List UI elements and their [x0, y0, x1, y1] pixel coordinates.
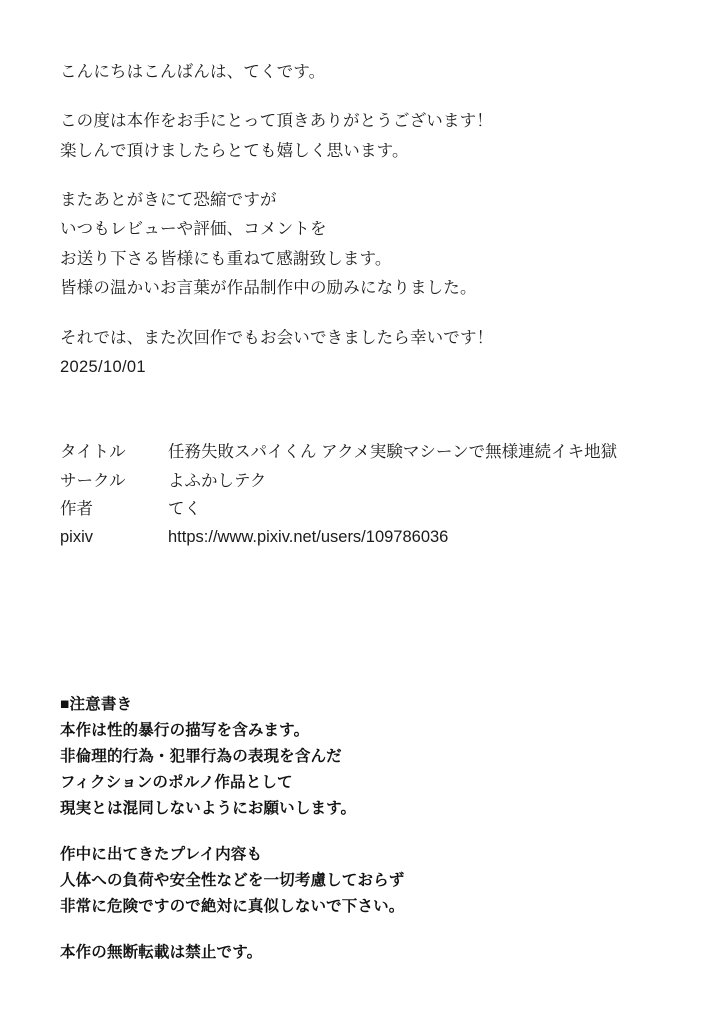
notice-line: 本作の無断転載は禁止です。 [60, 944, 263, 962]
afterword-line: またあとがきにて恐縮ですが [60, 191, 277, 210]
notice-block-reproduction [60, 940, 404, 966]
credit-label: サークル [60, 471, 126, 490]
credit-value: 任務失敗スパイくん アクメ実験マシーンで無様連続イキ地獄 [168, 443, 618, 462]
notice-line: 非常に危険ですので絶対に真似しないで下さい。 [60, 898, 405, 916]
notice-line: フィクションのポルノ作品として [60, 774, 293, 792]
notice-block-fiction [60, 692, 404, 822]
notice-line: 非倫理的行為・犯罪行為の表現を含んだ [60, 748, 342, 766]
credit-row-author [60, 495, 660, 523]
notice-line: 本作は性的暴行の描写を含みます。 [60, 722, 310, 740]
afterword-line: 皆様の温かいお言葉が作品制作中の励みになりました。 [60, 279, 477, 298]
afterword-line: こんにちはこんばんは、てくです。 [60, 63, 326, 81]
credit-row-circle [60, 467, 660, 495]
notice-block-safety [60, 842, 404, 920]
afterword-paragraph-closing [60, 324, 660, 383]
pixiv-url[interactable]: https://www.pixiv.net/users/109786036 [168, 528, 449, 547]
afterword-line: この度は本作をお手にとって頂きありがとうございます！ [60, 112, 493, 131]
afterword-paragraph-reviews [60, 186, 660, 303]
credits-spacer [60, 382, 660, 438]
credits-block [60, 438, 660, 552]
credit-row-title [60, 438, 660, 466]
notice-line: 現実とは混同しないようにお願いします。 [60, 800, 357, 818]
afterword-line: お送り下さる皆様にも重ねて感謝致します。 [60, 249, 392, 268]
notice-heading: ■注意書き [60, 696, 133, 713]
credit-value: てく [168, 499, 201, 518]
notice-line: 人体への負荷や安全性などを一切考慮しておらず [60, 872, 405, 890]
afterword-line: それでは、また次回作でもお会いできましたら幸いです！ [60, 328, 494, 347]
credit-value: よふかしテク [168, 471, 267, 490]
notice-section [60, 692, 404, 966]
afterword-text [60, 58, 660, 382]
credit-label: タイトル [60, 443, 126, 462]
credit-label: pixiv [60, 528, 94, 547]
credit-row-pixiv [60, 523, 660, 551]
afterword-line: 楽しんで頂けましたらとても嬉しく思います。 [60, 141, 409, 160]
afterword-paragraph-thanks [60, 107, 660, 166]
afterword-paragraph-greeting [60, 58, 660, 87]
notice-line: 作中に出てきたプレイ内容も [60, 846, 263, 864]
publication-date: 2025/10/01 [60, 357, 146, 376]
credit-label: 作者 [60, 499, 93, 518]
afterword-line: いつもレビューや評価、コメントを [60, 220, 327, 239]
